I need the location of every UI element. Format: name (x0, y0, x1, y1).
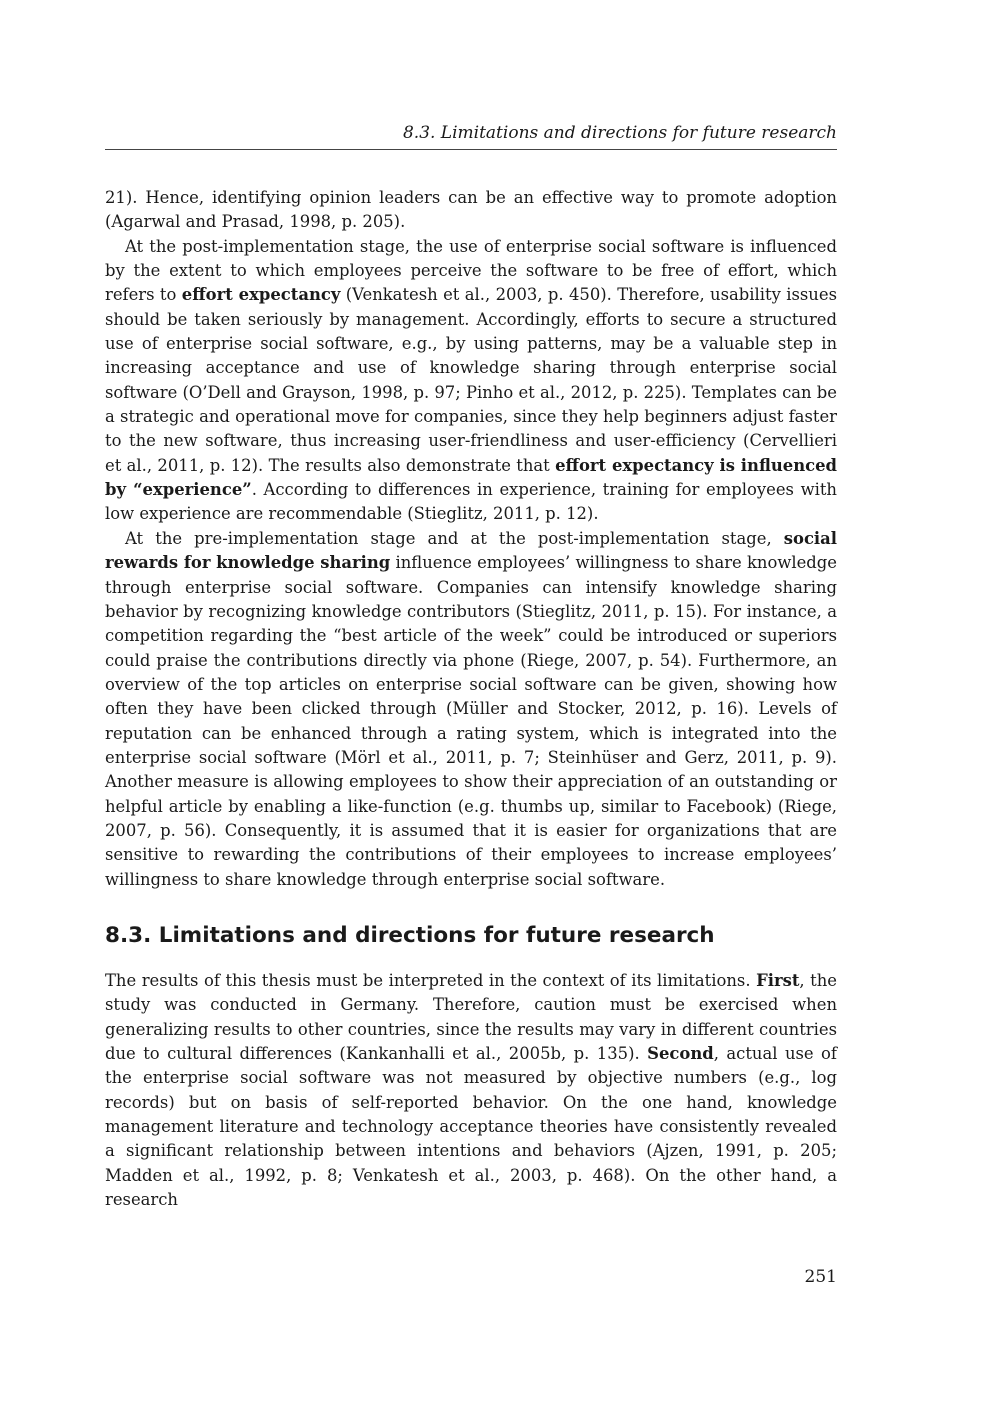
running-header: 8.3. Limitations and directions for future research (402, 123, 837, 143)
paragraph-continuation (105, 186, 837, 235)
paragraph-text: 21). Hence, identifying opinion leaders can be an effective way to promote adoption (Agarwal and Prasad, 1998, p. 205). (105, 188, 837, 232)
header-rule (105, 149, 837, 150)
bold-term: effort expectancy (181, 285, 341, 305)
paragraph-limitations (105, 969, 837, 1212)
bold-term: social rewards for knowledge sharing (105, 528, 837, 573)
paragraph-text: At the pre-implementation stage and at the post-implementation stage, (125, 528, 784, 548)
bold-term: Second (647, 1044, 714, 1063)
paragraph-text: (Venkatesh et al., 2003, p. 450). Therefore, usability issues should be taken seriously by management. Accordingly, efforts to secure a structured use of enterprise social software, e.g., by using patterns, may be a valuable step in increasing acceptance and use of knowledge sharing through enterprise social software (O’Dell and Grayson, 1998, p. 97; Pinho et al., 2012, p. 225). Templates can be a strategic and operational move for companies, since they help beginners adjust faster to the new software, thus increasing user-friendliness and user-efficiency (Cervellieri et al., 2011, p. 12). The results also demonstrate that (105, 285, 837, 475)
paragraph-text: influence employees’ willingness to share knowledge through enterprise social software. Companies can intensify knowledge sharing behavior by recognizing knowledge contributors (Stieglitz, 2011, p. 15). For instance, a competition regarding the “best article of the week” could be introduced or superiors could praise the contributions directly via phone (Riege, 2007, p. 54). Furthermore, an overview of the top articles on enterprise social software can be given, showing how often they have been clicked through (Müller and Stocker, 2012, p. 16). Levels of reputation can be enhanced through a rating system, which is integrated into the enterprise social software (Mörl et al., 2011, p. 7; Steinhüser and Gerz, 2011, p. 9). Another measure is allowing employees to show their appreciation of an outstanding or helpful article by enabling a like-function (e.g. thumbs up, similar to Facebook) (Riege, 2007, p. 56). Consequently, it is assumed that it is easier for organizations that are sensitive to rewarding the contributions of their employees to increase employees’ willingness to share knowledge through enterprise social software. (105, 553, 837, 889)
paragraph-text: , the study was conducted in Germany. Therefore, caution must be exercised when generalizing results to other countries, since the results may vary in different countries due to cultural differences (Kankanhalli et al., 2005b, p. 135). (105, 970, 837, 1063)
paragraph-text: , actual use of the enterprise social software was not measured by objective numbers (e.g., log records) but on basis of self-reported behavior. On the one hand, knowledge management literature and technology acceptance theories have consistently revealed a significant relationship between intentions and behaviors (Ajzen, 1991, p. 205; Madden et al., 1992, p. 8; Venkatesh et al., 2003, p. 468). On the other hand, a research (105, 1044, 837, 1210)
paragraph-social-rewards (105, 527, 837, 892)
page-number: 251 (804, 1267, 837, 1287)
bold-term: effort expectancy is influenced by “experience” (105, 455, 838, 500)
section-heading: 8.3. Limitations and directions for future research (105, 922, 715, 948)
paragraph-text: . According to differences in experience, training for employees with low experience are recommendable (Stieglitz, 2011, p. 12). (105, 480, 837, 524)
paragraph-effort-expectancy (105, 235, 837, 527)
body-text (105, 186, 837, 1212)
paragraph-text: The results of this thesis must be interpreted in the context of its limitations. (105, 970, 757, 990)
paragraph-text: At the post-implementation stage, the use of enterprise social software is influenced by the extent to which employees perceive the software to be free of effort, which refers to (105, 236, 837, 305)
bold-term: First (756, 970, 800, 990)
